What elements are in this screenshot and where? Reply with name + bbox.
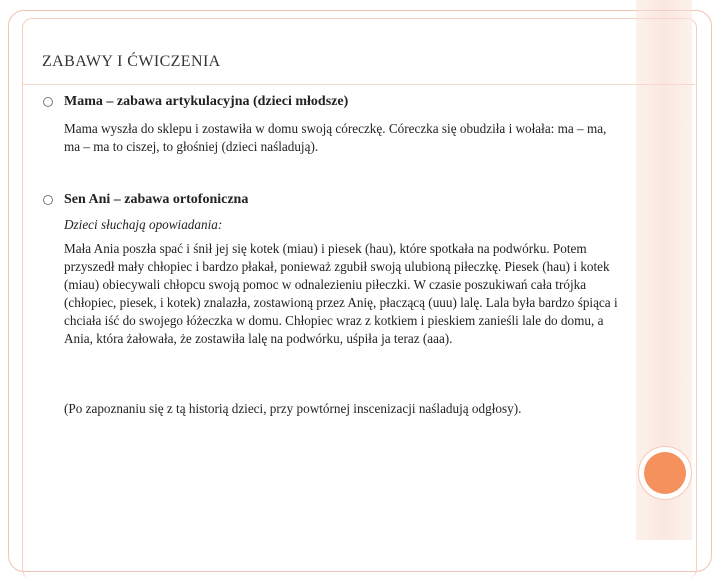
item-2-story: Mała Ania poszła spać i śnił jej się kotek (miau) i piesek (hau), które spotkała na podwórku. Potem przyszedł mały chłopiec i bardzo płakał, ponieważ zgubił swoją ulubioną piłeczkę. Piesek (hau) i kotek (miau) obiecywali chłopcu swoją pomoc w odnalezieniu piłeczki. W czasie poszukiwań cała trójka (chłopiec, piesek, i kotek) znalazła, zostawioną przez Anię, płaczącą (uuu) lalę. Lala była bardzo śpiąca i chciała iść do swojego łóżeczka w domu. Chłopiec wraz z kotkiem i pieskiem zanieśli lale do domu, a Ania, która żałowała, że zostawiła lalę na podwórku, uśpiła ja teraz (aaa).	[64, 241, 618, 346]
item-2-note: (Po zapoznaniu się z tą historią dzieci, przy powtórnej inscenizacji naśladują odgłosy).	[64, 401, 522, 416]
item-1-text: Mama wyszła do sklepu i zostawiła w domu swoją córeczkę. Córeczka się obudziła i wołała: ma – ma, ma – ma to ciszej, to głośniej (dzieci naśladują).	[64, 121, 607, 154]
decorative-circle-icon	[644, 452, 686, 494]
item-2-intro: Dzieci słuchają opowiadania:	[64, 217, 223, 232]
bullet-icon	[43, 195, 53, 205]
item-1-heading: Mama – zabawa artykulacyjna (dzieci młodsze)	[64, 94, 349, 109]
slide-title: ZABAWY I ĆWICZENIA	[42, 53, 221, 70]
bullet-icon	[43, 97, 53, 107]
title-divider	[23, 84, 695, 85]
item-2-heading: Sen Ani – zabawa ortofoniczna	[64, 192, 249, 207]
